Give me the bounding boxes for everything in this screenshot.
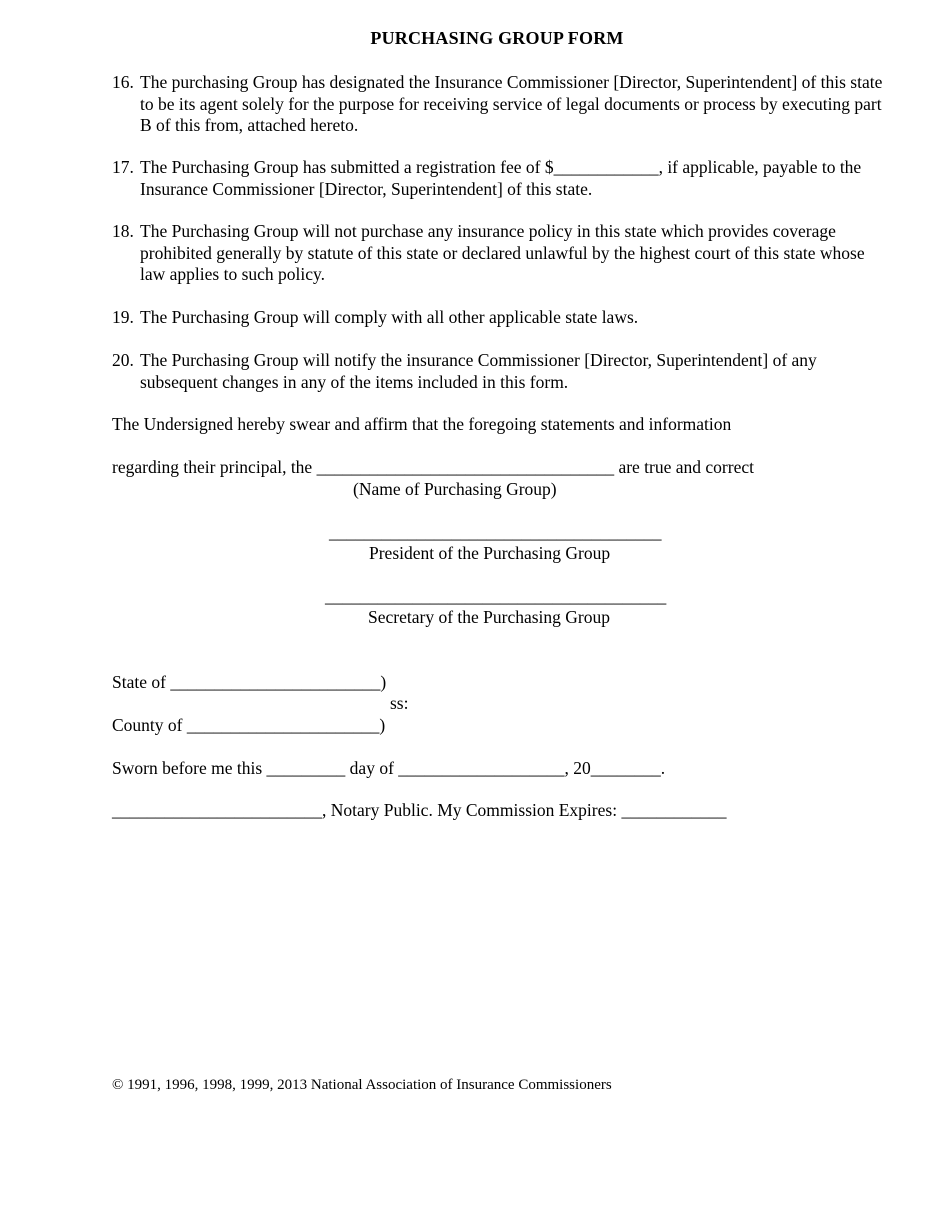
- notary-line: ________________________, Notary Public. My Commission Expires: ____________: [112, 800, 727, 820]
- affirmation-line-2: regarding their principal, the __________________________________ are true and correct: [112, 457, 754, 477]
- secretary-signature-line: _______________________________________: [325, 586, 667, 606]
- county-line: County of ______________________): [112, 715, 386, 735]
- item-text: The purchasing Group has designated the Insurance Commissioner [Director, Superintendent] of this state to be its agent solely for the purpose for receiving service of legal documents or process by executing part B of this from, attached hereto.: [140, 72, 883, 135]
- list-item: [112, 72, 884, 137]
- item-number: 17.: [112, 157, 134, 177]
- list-item: [112, 157, 884, 200]
- sworn-line: Sworn before me this _________ day of ___________________, 20________.: [112, 758, 666, 778]
- state-line: State of ________________________): [112, 672, 387, 692]
- item-text: The Purchasing Group has submitted a registration fee of $____________, if applicable, payable to the Insurance Commissioner [Director, Superintendent] of this state.: [140, 157, 862, 199]
- form-title: PURCHASING GROUP FORM: [370, 28, 624, 48]
- list-item: [112, 350, 884, 393]
- president-signature-line: ______________________________________: [329, 522, 662, 542]
- item-number: 20.: [112, 350, 134, 370]
- affirmation-line-1: The Undersigned hereby swear and affirm that the foregoing statements and information: [112, 414, 732, 434]
- item-number: 19.: [112, 307, 134, 327]
- ss-label: ss:: [390, 693, 409, 713]
- copyright-notice: © 1991, 1996, 1998, 1999, 2013 National Association of Insurance Commissioners: [112, 1077, 612, 1093]
- item-text: The Purchasing Group will comply with all other applicable state laws.: [140, 307, 639, 327]
- name-caption: (Name of Purchasing Group): [353, 479, 557, 499]
- item-number: 16.: [112, 72, 134, 92]
- list-item: [112, 221, 884, 286]
- secretary-caption: Secretary of the Purchasing Group: [368, 607, 611, 627]
- item-text: The Purchasing Group will notify the insurance Commissioner [Director, Superintendent] of any subsequent changes in any of the items included in this form.: [140, 350, 817, 392]
- item-text: The Purchasing Group will not purchase any insurance policy in this state which provides coverage prohibited generally by statute of this state or declared unlawful by the highest court of this state whose law applies to such policy.: [140, 221, 865, 284]
- item-number: 18.: [112, 221, 134, 241]
- president-caption: President of the Purchasing Group: [369, 543, 611, 563]
- list-item: [112, 307, 884, 329]
